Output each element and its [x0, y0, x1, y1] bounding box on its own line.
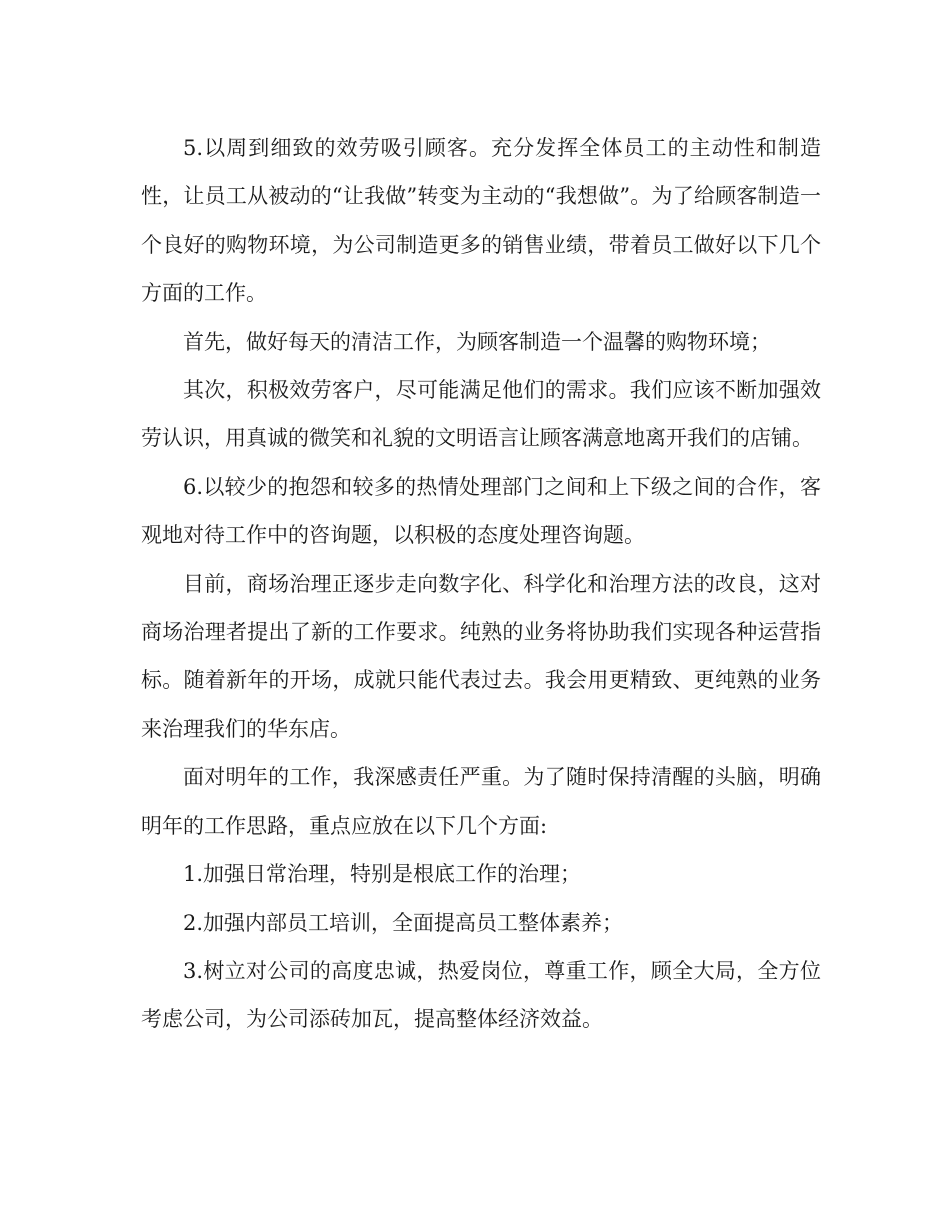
paragraph-first-cleaning: 首先，做好每天的清洁工作，为顾客制造一个温馨的购物环境； [183, 329, 771, 354]
paragraph-cooperation: 6.以较少的抱怨和较多的热情处理部门之间和上下级之间的合作，客观地对待工作中的咨询题，以积极的态度处理咨询题。 [141, 474, 821, 548]
document-body [141, 124, 821, 1044]
paragraph-management: 目前，商场治理正逐步走向数字化、科学化和治理方法的改良，这对商场治理者提出了新的工作要求。纯熟的业务将协助我们实现各种运营指标。随着新年的开场，成就只能代表过去。我会用更精致、更纯熟的业务来治理我们的华东店。 [141, 571, 821, 741]
paragraph-second-customers: 其次，积极效劳客户，尽可能满足他们的需求。我们应该不断加强效劳认识，用真诚的微笑和礼貌的文明语言让顾客满意地离开我们的店铺。 [141, 378, 821, 451]
paragraph-next-year: 面对明年的工作，我深感责任严重。为了随时保持清醒的头脑，明确明年的工作思路，重点应放在以下几个方面: [141, 765, 821, 838]
list-item-staff-training: 2.加强内部员工培训，全面提高员工整体素养； [183, 910, 624, 935]
list-item-daily-management: 1.加强日常治理，特别是根底工作的治理； [183, 862, 582, 887]
list-item-loyalty: 3.树立对公司的高度忠诚，热爱岗位，尊重工作，顾全大局，全方位考虑公司，为公司添砖加瓦，提高整体经济效益。 [141, 958, 821, 1032]
paragraph-service: 5.以周到细致的效劳吸引顾客。充分发挥全体员工的主动性和制造性，让员工从被动的“让我做”转变为主动的“我想做”。为了给顾客制造一个良好的购物环境，为公司制造更多的销售业绩，带着员工做好以下几个方面的工作。 [141, 136, 821, 306]
